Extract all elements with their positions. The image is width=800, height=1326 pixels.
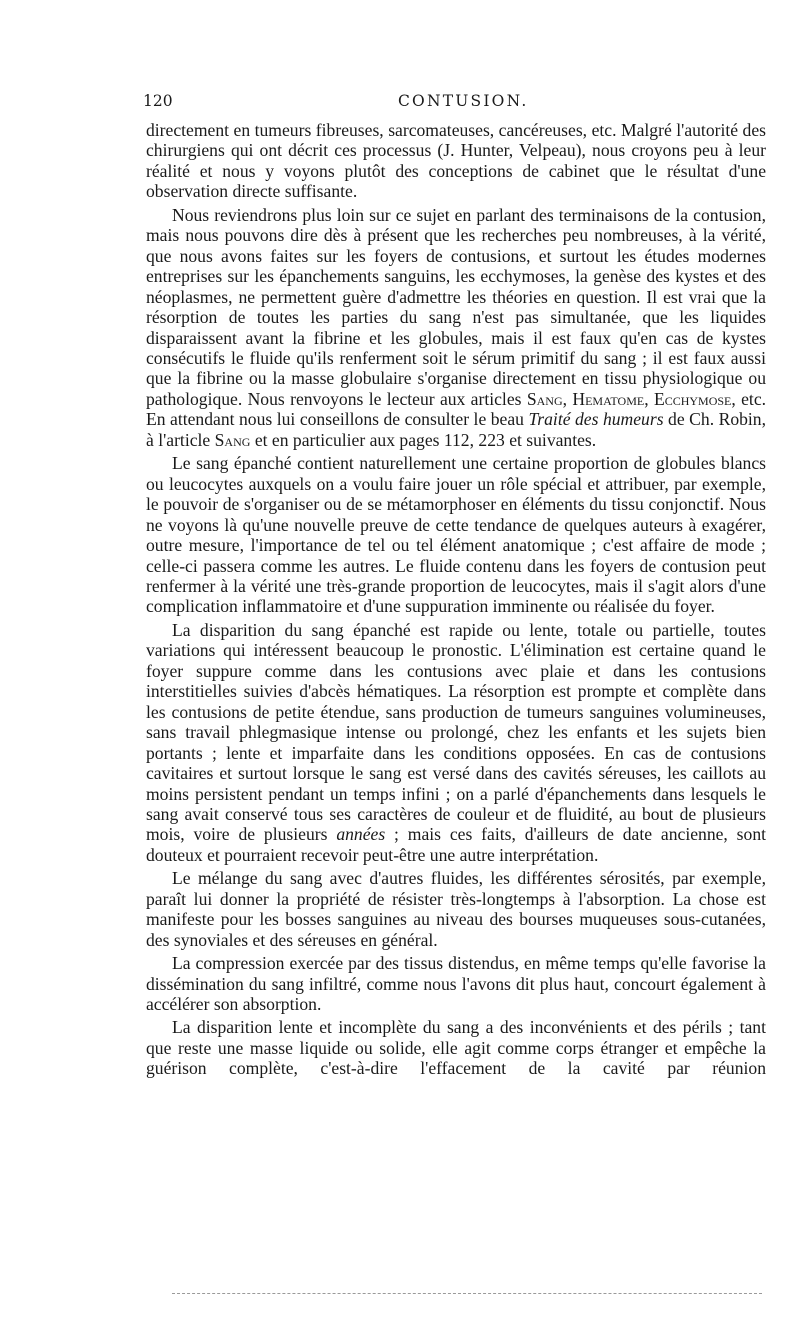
text-segment: directement en tumeurs fibreuses, sarcomateuses, cancéreuses, etc. Malgré l'autorité des chirurgiens qui ont décrit ces processus (J. Hunter, Velpeau), nous croyons peu à leur réalité et nous y voyons plutôt des conceptions de cabinet que le résultat d'une observation directe suffisante. bbox=[146, 120, 766, 202]
paragraph-5 bbox=[146, 868, 766, 950]
text-segment: Ecchymose bbox=[653, 388, 732, 409]
text-segment: Le sang épanché contient naturellement une certaine proportion de globules blancs ou leucocytes auxquels on a voulu faire jouer un rôle spécial et attribuer, par exemple, le pouvoir de s'organiser ou de se métamorphoser en éléments du tissu conjonctif. Nous ne voyons là qu'une nouvelle preuve de cette tendance de quelques auteurs à exagérer, outre mesure, l'importance de tel ou tel élément anatomique ; c'est affaire de mode ; celle-ci passera comme les autres. Le fluide contenu dans les foyers de contusion peut renfermer à la vérité une très-grande proportion de leucocytes, mais il s'agit alors d'une complication inflammatoire et d'une suppuration imminente ou réalisée du foyer. bbox=[146, 453, 766, 617]
text-segment: , bbox=[644, 388, 654, 409]
bottom-rule bbox=[172, 1293, 762, 1294]
text-segment: années bbox=[336, 824, 386, 845]
text-segment: La disparition lente et incomplète du sang a des inconvénients et des périls ; tant que reste une masse liquide ou solide, elle agit comme corps étranger et empêche la guérison complète, c'est-à-dire l'effacement de la cavité par réunion bbox=[146, 1017, 766, 1079]
paragraph-1 bbox=[146, 120, 766, 202]
paragraph-7 bbox=[146, 1017, 766, 1078]
body-text bbox=[146, 120, 766, 1082]
paragraph-6 bbox=[146, 953, 766, 1014]
text-segment: Sang bbox=[526, 388, 563, 409]
text-segment: Le mélange du sang avec d'autres fluides, les différentes sérosités, par exemple, paraît lui donner la propriété de résister très-longtemps à l'absorption. La chose est manifeste pour les bosses sanguines au niveau des bourses muqueuses sous-cutanées, des synoviales et des séreuses en général. bbox=[146, 868, 766, 950]
text-segment: Sang bbox=[214, 429, 251, 450]
text-segment: Hematome bbox=[572, 388, 645, 409]
paragraph-4 bbox=[146, 620, 766, 865]
paragraph-2 bbox=[146, 205, 766, 450]
text-segment: ; mais ces faits, d'ailleurs de date ancienne, sont douteux et pourraient recevoir peut-être une autre interprétation. bbox=[146, 824, 766, 865]
paragraph-3 bbox=[146, 453, 766, 617]
text-segment: et en particulier aux pages 112, 223 et suivantes. bbox=[250, 429, 597, 450]
page-header bbox=[143, 92, 766, 114]
text-segment: , bbox=[562, 388, 573, 409]
text-segment: de Ch. Robin, à l'article bbox=[146, 409, 766, 450]
text-segment: La compression exercée par des tissus distendus, en même temps qu'elle favorise la dissémination du sang infiltré, comme nous l'avons dit plus haut, concourt également à accélérer son absorption. bbox=[146, 953, 766, 1015]
running-title: CONTUSION. bbox=[398, 92, 529, 110]
text-segment: Traité des humeurs bbox=[528, 409, 664, 430]
text-segment: La disparition du sang épanché est rapide ou lente, totale ou partielle, toutes variations qui intéressent beaucoup le pronostic. L'élimination est certaine quand le foyer suppure comme dans les contusions avec plaie et dans les contusions interstitielles suivies d'abcès hématiques. La résorption est prompte et complète dans les contusions de petite étendue, sans production de tumeurs sanguines volumineuses, sans travail phlegmasique intense ou prolongé, chez les enfants et les sujets bien portants ; lente et imparfaite dans les conditions opposées. En cas de contusions cavitaires et surtout lorsque le sang est versé dans des cavités séreuses, les caillots au moins persistent pendant un temps infini ; on a parlé d'épanchements dans lesquels le sang avait conservé tous ses caractères de couleur et de fluidité, au bout de plusieurs mois, voire de plusieurs bbox=[146, 619, 766, 845]
text-segment: Nous reviendrons plus loin sur ce sujet en parlant des terminaisons de la contusion, mais nous pouvons dire dès à présent que les recherches peu nombreuses, à la vérité, que nous avons faites sur les foyers de contusions, et surtout les études modernes entreprises sur les épanchements sanguins, les ecchymoses, la genèse des kystes et des néoplasmes, ne permettent guère d'admettre les théories en question. Il est vrai que la résorption de toutes les parties du sang n'est pas simultanée, que les liquides disparaissent avant la fibrine et les globules, mais il est faux qu'en cas de kystes consécutifs le fluide qu'ils renferment soit le sérum primitif du sang ; il est faux aussi que la fibrine ou la masse globulaire s'organise directement en tissu physiologique ou pathologique. Nous renvoyons le lecteur aux articles bbox=[146, 204, 766, 409]
text-segment: , etc. En attendant nous lui conseillons de consulter le beau bbox=[146, 388, 767, 430]
page-number: 120 bbox=[143, 92, 173, 110]
